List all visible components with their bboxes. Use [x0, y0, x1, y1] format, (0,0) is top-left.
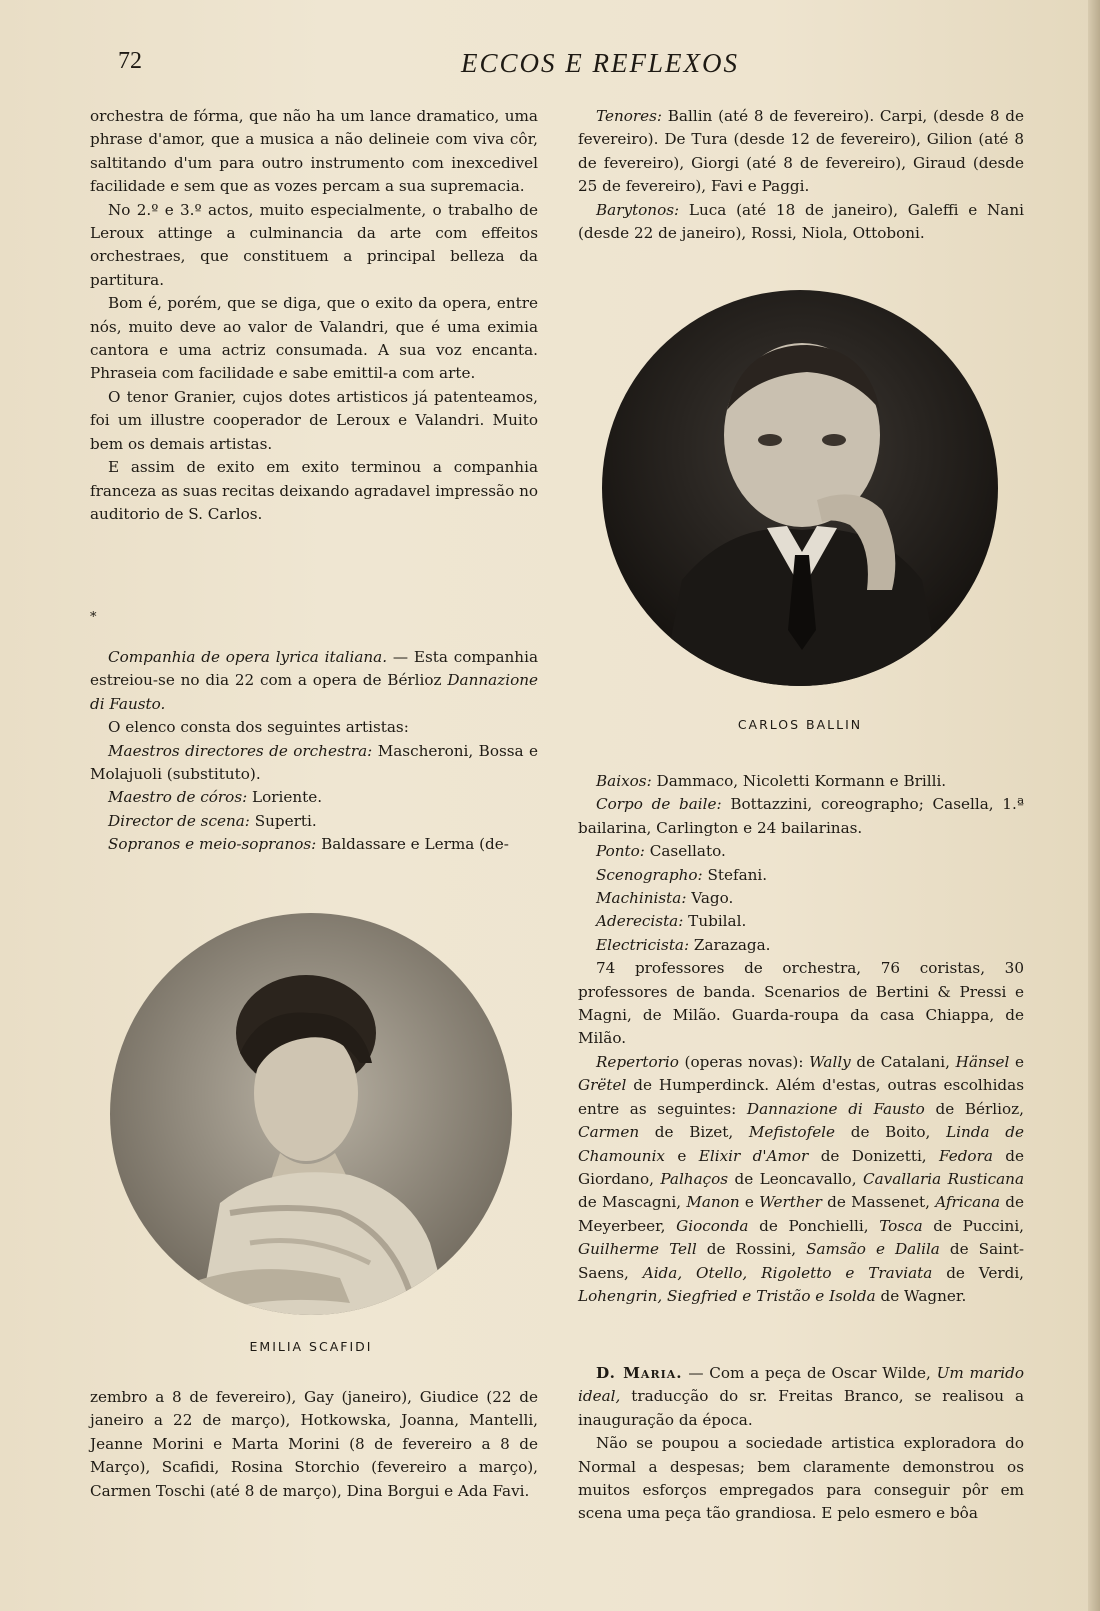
paragraph: O tenor Granier, cujos dotes artisticos já patenteamos, foi um illustre cooperador de Leroux e Valandri. Muito bem os demais artistas. [90, 387, 538, 453]
paragraph: O elenco consta dos seguintes artistas: [108, 718, 409, 737]
portrait-photo [110, 913, 512, 1315]
paragraph: zembro a 8 de fevereiro), Gay (janeiro), Giudice (22 de janeiro a 22 de março), Hotkowska, Joanna, Mantelli, Jeanne Morini e Marta Morini (8 de fevereiro a 8 de Março), Scafidi, Rosina Storchio (fevereiro a março), Carmen Toschi (até 8 de março), Dina Borgui e Ada Favi. [90, 1388, 538, 1500]
role-entry: Machinista: Vago. [596, 889, 734, 908]
portrait-emilia-scafidi [110, 913, 512, 1315]
paragraph: E assim de exito em exito terminou a companhia franceza as suas recitas deixando agradavel impressão no auditorio de S. Carlos. [90, 458, 538, 523]
company-title: Companhia de opera lyrica italiana. [108, 648, 388, 666]
paragraph: No 2.º e 3.º actos, muito especialmente, o trabalho de Leroux attinge a culminancia da arte com effeitos orchestraes, que constituem a principal belleza da partitura. [90, 200, 538, 289]
left-column-company [90, 646, 538, 857]
role-entry: Maestros directores de orchestra: Mascheroni, Bossa e Molajuoli (substituto). [90, 741, 539, 784]
caption-emilia-scafidi: EMILIA SCAFIDI [249, 1339, 373, 1354]
right-column-dmaria [578, 1362, 1024, 1526]
role-entry: Baixos: Dammaco, Nicoletti Kormann e Brilli. [596, 772, 947, 790]
page-number: 72 [118, 48, 142, 74]
page-header [0, 48, 1100, 88]
running-title: ECCOS E REFLEXOS [461, 48, 739, 78]
role-entry: Scenographo: Stefani. [596, 865, 768, 884]
left-column-bottom [90, 1386, 538, 1503]
role-entry: Corpo de baile: Bottazzini, coreographo; Casella, 1.ª bailarina, Carlington e 24 bailarinas. [578, 795, 1024, 837]
portrait-carlos-ballin [602, 290, 998, 686]
page-edge [1088, 0, 1100, 1611]
right-column-middle [578, 770, 1024, 1308]
left-column-top [90, 105, 538, 526]
role-entry: Sopranos e meio-sopranos: Baldassare e Lerma (de- [108, 835, 509, 854]
portrait-photo [602, 290, 998, 686]
repertoire-paragraph: Repertorio (operas novas): Wally de Catalani, Hänsel e Grëtel de Humperdinck. Além d'estas, outras escolhidas entre as seguintes: Dannazione di Fausto de Bérlioz, Carmen de Bizet, Mefistofele de Boito, Linda de Chamounix e Elixir d'Amor de Donizetti, Fedora de Giordano, Palhaços de Leoncavallo, Cavallaria Rusticana de Mascagni, Manon e Werther de Massenet, Africana de Meyerbeer, Gioconda de Ponchielli, Tosca de Puccini, Guilherme Tell de Rossini, Samsão e Dalila de Saint-Saens, Aida, Otello, Rigoletto e Traviata de Verdi, Lohengrin, Siegfried e Tristão e Isolda de Wagner. [578, 1052, 1025, 1305]
role-entry: Maestro de córos: Loriente. [108, 788, 323, 807]
caption-carlos-ballin: CARLOS BALLIN [737, 717, 863, 732]
role-entry: Electricista: Zarazaga. [596, 935, 771, 954]
role-entry: Aderecista: Tubilal. [596, 912, 747, 931]
paragraph: Companhia de opera lyrica italiana. — Esta companhia estreiou-se no dia 22 com a opera de Bérlioz Dannazione di Fausto. [90, 648, 538, 713]
section-label: D. Maria. [596, 1364, 683, 1382]
role-entry: Director de scena: Superti. [108, 811, 317, 830]
paragraph: D. Maria. — Com a peça de Oscar Wilde, Um marido ideal, traducção do sr. Freitas Branco, se realisou a inauguração da época. [578, 1364, 1024, 1429]
role-entry: Tenores: Ballin (até 8 de fevereiro). Carpi, (desde 8 de fevereiro). De Tura (desde 12 de fevereiro), Gilion (até 8 de fevereiro), Giorgi (até 8 de fevereiro), Giraud (desde 25 de fevereiro), Favi e Paggi. [578, 107, 1024, 196]
paragraph: orchestra de fórma, que não ha um lance dramatico, uma phrase d'amor, que a musica a não delineie com viva côr, saltitando d'um para outro instrumento com inexcedivel facilidade e sem que as vozes percam a sua supremacia. [90, 107, 538, 196]
role-entry: Ponto: Casellato. [596, 842, 726, 861]
role-entry: Barytonos: Luca (até 18 de janeiro), Galeffi e Nani (desde 22 de janeiro), Rossi, Niola, Ottoboni. [578, 200, 1024, 243]
opera-title: Dannazione di Fausto. [90, 671, 538, 713]
paragraph: Não se poupou a sociedade artistica exploradora do Normal a despesas; bem claramente demonstrou os muitos esforços empregados para conseguir pôr em scena uma peça tão grandiosa. E pelo esmero e bôa [578, 1434, 1024, 1523]
section-separator: * [90, 610, 97, 625]
paragraph: 74 professores de orchestra, 76 coristas, 30 professores de banda. Scenarios de Bertini & Pressi e Magni, de Milão. Guarda-roupa da casa Chiappa, de Milão. [578, 959, 1024, 1048]
right-column-top [578, 105, 1024, 245]
paragraph: Bom é, porém, que se diga, que o exito da opera, entre nós, muito deve ao valor de Valandri, que é uma eximia cantora e uma actriz consumada. A sua voz encanta. Phraseia com facilidade e sabe emittil-a com arte. [90, 294, 538, 383]
